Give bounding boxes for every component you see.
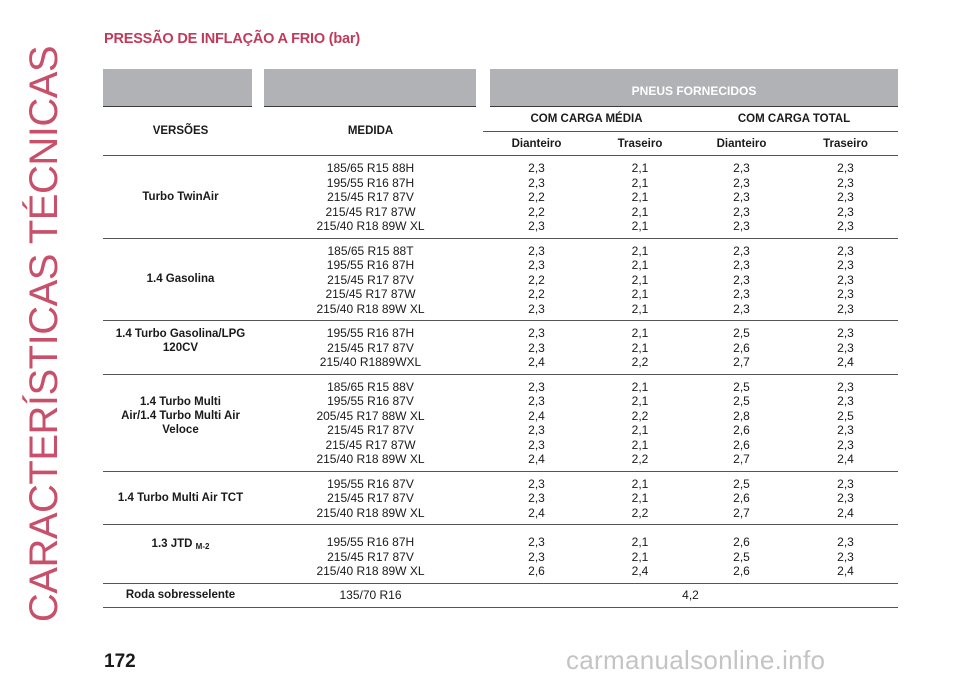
tire-pressure-table [103, 69, 898, 608]
watermark: carmanualsonline.info [566, 645, 826, 675]
row-version: 1.3 JTD $_{M-2}$ [103, 525, 258, 584]
row-sizes: 195/55 R16 87H 215/45 R17 87V 215/40 R1889WXL [258, 321, 483, 375]
row-mid-front: 2,3 2,3 2,4 [483, 471, 590, 525]
row-version-subscript: M-2 [195, 542, 210, 551]
row-version: 1.4 Turbo Multi Air TCT [103, 471, 258, 525]
row-full-front: 2,6 2,5 2,6 [690, 525, 793, 584]
row-sizes: 185/65 R15 88V 195/55 R16 87V 205/45 R17 88W XL 215/45 R17 87V 215/45 R17 87W 215/40 R18 89W XL [258, 374, 483, 471]
table-row [103, 374, 898, 471]
row-version: 1.4 Gasolina [103, 238, 258, 321]
table-header-row-load [103, 107, 898, 132]
header-load-medium: COM CARGA MÉDIA [483, 107, 690, 132]
row-full-front: 2,5 2,6 2,7 [690, 321, 793, 375]
row-sizes: 195/55 R16 87H 215/45 R17 87V 215/40 R18 89W XL [258, 525, 483, 584]
row-full-front: 2,5 2,6 2,7 [690, 471, 793, 525]
table-row [103, 238, 898, 321]
row-sizes: 185/65 R15 88T 195/55 R16 87H 215/45 R17 87V 215/45 R17 87W 215/40 R18 89W XL [258, 238, 483, 321]
row-full-rear: 2,3 2,3 2,3 2,3 2,3 [793, 156, 898, 239]
table-row [103, 321, 898, 375]
table-row [103, 156, 898, 239]
header-mid-rear: Traseiro [617, 137, 663, 150]
header-band-blank-2 [258, 69, 483, 107]
row-full-rear: 2,3 2,3 2,3 2,3 2,3 [793, 238, 898, 321]
row-mid-front: 2,3 2,3 2,4 2,3 2,3 2,4 [483, 374, 590, 471]
header-full-front: Dianteiro [716, 137, 767, 150]
row-mid-rear: 2,1 2,1 2,2 [590, 471, 690, 525]
page-title: PRESSÃO DE INFLAÇÃO A FRIO (bar) [104, 31, 360, 47]
row-mid-front: 2,3 2,3 2,4 [483, 321, 590, 375]
header-full-rear: Traseiro [823, 137, 868, 150]
row-full-rear: 2,3 2,3 2,4 [793, 471, 898, 525]
spare-size: 135/70 R16 [258, 583, 483, 607]
tire-pressure-table-wrapper [103, 69, 898, 608]
row-full-front: 2,5 2,5 2,8 2,6 2,6 2,7 [690, 374, 793, 471]
header-versions: VERSÕES [103, 107, 258, 156]
spare-version: Roda sobresselente [103, 583, 258, 607]
header-band-blank-1 [103, 69, 258, 107]
row-mid-rear: 2,1 2,1 2,1 2,1 2,1 [590, 156, 690, 239]
row-version: 1.4 Turbo Multi Air/1.4 Turbo Multi Air Veloce [103, 374, 258, 471]
table-row [103, 525, 898, 584]
header-group-pneus: PNEUS FORNECIDOS [483, 69, 898, 107]
row-full-front: 2,3 2,3 2,3 2,3 2,3 [690, 238, 793, 321]
row-full-rear: 2,3 2,3 2,5 2,3 2,3 2,4 [793, 374, 898, 471]
row-mid-rear: 2,1 2,1 2,1 2,1 2,1 [590, 238, 690, 321]
row-full-front: 2,3 2,3 2,3 2,3 2,3 [690, 156, 793, 239]
row-full-rear: 2,3 2,3 2,4 [793, 525, 898, 584]
row-sizes: 185/65 R15 88H 195/55 R16 87H 215/45 R17 87V 215/45 R17 87W 215/40 R18 89W XL [258, 156, 483, 239]
row-version: 1.4 Turbo Gasolina/LPG 120CV [103, 321, 258, 375]
row-version: Turbo TwinAir [103, 156, 258, 239]
row-mid-front: 2,3 2,3 2,6 [483, 525, 590, 584]
row-mid-front: 2,3 2,3 2,2 2,2 2,3 [483, 238, 590, 321]
table-row-spare [103, 583, 898, 607]
row-sizes: 195/55 R16 87V 215/45 R17 87V 215/40 R18 89W XL [258, 471, 483, 525]
row-mid-front: 2,3 2,3 2,2 2,2 2,3 [483, 156, 590, 239]
row-mid-rear: 2,1 2,1 2,2 2,1 2,1 2,2 [590, 374, 690, 471]
row-mid-rear: 2,1 2,1 2,2 [590, 321, 690, 375]
header-size: MEDIDA [258, 107, 483, 156]
spare-pressure: 4,2 [483, 583, 898, 607]
header-load-full: COM CARGA TOTAL [690, 107, 898, 132]
row-full-rear: 2,3 2,3 2,4 [793, 321, 898, 375]
row-mid-rear: 2,1 2,1 2,4 [590, 525, 690, 584]
table-header-band [103, 69, 898, 107]
side-section-title: CARACTERÍSTICAS TÉCNICAS [22, 45, 66, 623]
header-mid-front: Dianteiro [511, 137, 562, 150]
table-row [103, 471, 898, 525]
page-number: 172 [104, 651, 136, 672]
